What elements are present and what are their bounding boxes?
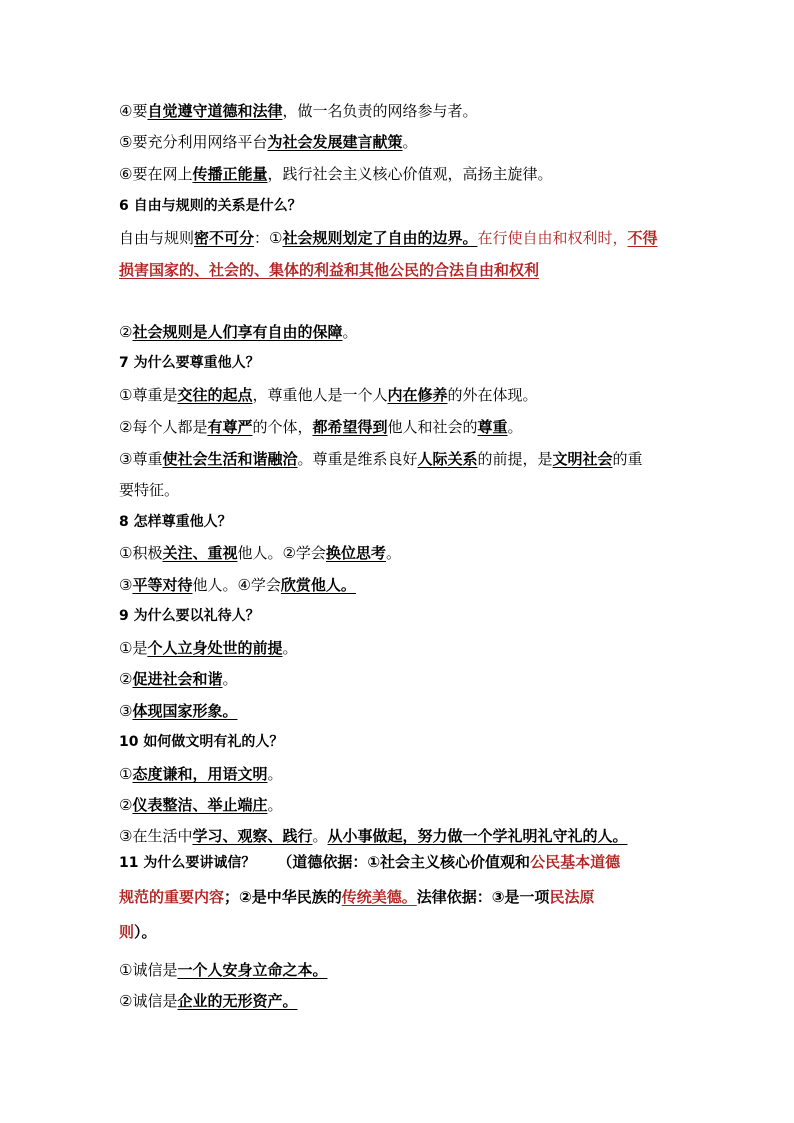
key-phrase: 仪表整洁、举止端庄 <box>132 796 268 814</box>
key-phrase: 体现国家形象。 <box>132 702 238 720</box>
question-heading: 10 如何做文明有礼的人？ <box>119 734 284 750</box>
text-line: ②社会规则是人们享有自由的保障。 <box>119 323 358 341</box>
text-line: ②仪表整洁、举止端庄。 <box>119 796 283 814</box>
key-phrase: 社会规则划定了自由的边界。 <box>282 229 478 247</box>
key-phrase: 传播正能量 <box>192 165 268 183</box>
key-phrase: 平等对待 <box>132 576 193 594</box>
text-line: ①是个人立身处世的前提。 <box>119 639 298 657</box>
question-heading: 9 为什么要以礼待人？ <box>119 608 260 624</box>
text-line: ③体现国家形象。 <box>119 702 238 720</box>
text-line: 规范的重要内容；②是中华民族的传统美德。法律依据：③是一项民法原 <box>119 888 595 906</box>
question-heading: 11 为什么要讲诚信？ <box>119 855 256 871</box>
key-phrase: 使社会生活和谐融洽 <box>162 450 298 468</box>
key-phrase: 促进社会和谐 <box>132 670 223 688</box>
text-line: 11 为什么要讲诚信？ （道德依据：①社会主义核心价值观和公民基本道德 <box>119 853 621 871</box>
text-line: ⑤要充分利用网络平台为社会发展建言献策。 <box>119 133 418 151</box>
text-line: 要特征。 <box>119 481 180 499</box>
key-phrase: 传统美德。 <box>341 888 417 906</box>
text-line: 自由与规则密不可分：①社会规则划定了自由的边界。在行使自由和权利时，不得 <box>119 229 658 247</box>
key-phrase: 从小事做起，努力做一个学礼明礼守礼的人。 <box>327 827 628 845</box>
key-phrase: 交往的起点 <box>177 386 253 404</box>
key-phrase: 密不可分 <box>194 229 255 247</box>
text-line <box>119 260 539 280</box>
key-phrase: 文明社会 <box>552 450 613 468</box>
key-phrase: 都希望得到 <box>312 418 388 436</box>
key-phrase: 欣赏他人。 <box>280 576 356 594</box>
key-phrase: 个人立身处世的前提 <box>147 639 283 657</box>
key-phrase: 一个人安身立命之本。 <box>177 961 328 979</box>
text-line: ②促进社会和谐。 <box>119 670 238 688</box>
question-heading: 6 自由与规则的关系是什么？ <box>119 198 302 214</box>
key-phrase: 人际关系 <box>417 450 478 468</box>
text-line: ①尊重是交往的起点，尊重他人是一个人内在修养的外在体现。 <box>119 386 538 404</box>
text-line: ①诚信是一个人安身立命之本。 <box>119 961 328 979</box>
key-phrase: 为社会发展建言献策 <box>267 133 403 151</box>
key-phrase: 损害国家的、社会的、集体的利益和其他公民的合法自由和权利 <box>119 261 540 279</box>
text-line: ④要自觉遵守道德和法律，做一名负责的网络参与者。 <box>119 102 478 120</box>
question-heading: 7 为什么要尊重他人？ <box>119 355 260 371</box>
text-line: ⑥要在网上传播正能量，践行社会主义核心价值观，高扬主旋律。 <box>119 165 553 183</box>
key-phrase: 学习、观察、践行 <box>192 827 313 845</box>
key-phrase: 社会规则是人们享有自由的保障 <box>132 323 343 341</box>
key-phrase: 换位思考 <box>325 544 386 562</box>
text-line: ③平等对待他人。④学会欣赏他人。 <box>119 576 356 594</box>
key-phrase: 自觉遵守道德和法律 <box>147 102 283 120</box>
key-phrase: 关注、重视 <box>162 544 238 562</box>
key-phrase: 态度谦和，用语文明 <box>132 765 268 783</box>
key-phrase: 内在修养 <box>387 386 448 404</box>
text-line: ③在生活中学习、观察、践行。从小事做起，努力做一个学礼明礼守礼的人。 <box>119 827 628 845</box>
key-phrase: 不得 <box>627 229 658 247</box>
text-line: ②诚信是企业的无形资产。 <box>119 992 298 1010</box>
text-line: ①态度谦和，用语文明。 <box>119 765 283 783</box>
text-line: 则）。 <box>119 923 157 941</box>
text-line: ③尊重使社会生活和谐融洽。尊重是维系良好人际关系的前提，是文明社会的重 <box>119 450 643 468</box>
key-phrase: 有尊严 <box>207 418 253 436</box>
text-line: ①积极关注、重视他人。②学会换位思考。 <box>119 544 401 562</box>
text-line: ②每个人都是有尊严的个体，都希望得到他人和社会的尊重。 <box>119 418 523 436</box>
key-phrase: 企业的无形资产。 <box>177 992 298 1010</box>
question-heading: 8 怎样尊重他人？ <box>119 514 232 530</box>
key-phrase: 尊重 <box>477 418 508 436</box>
